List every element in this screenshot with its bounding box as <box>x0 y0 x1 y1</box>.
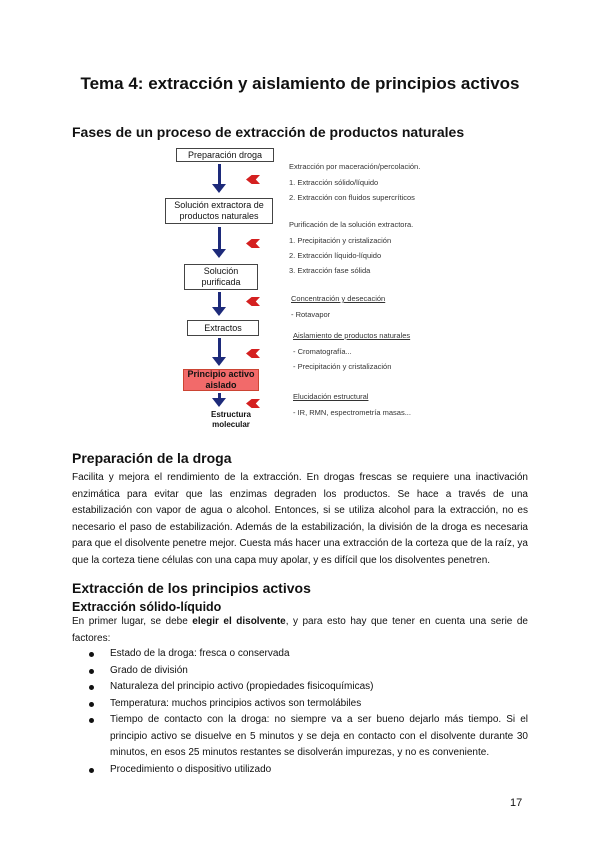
red-flag-icon <box>246 399 260 408</box>
diagram-note: Concentración y desecación <box>291 294 386 303</box>
diagram-note: 2. Extracción líquido-líquido <box>289 251 382 260</box>
diagram-note: 1. Precipitación y cristalización <box>289 236 392 245</box>
list-item <box>72 679 528 696</box>
list-item-text: Tiempo de contacto con la droga: no siempre va a ser bueno dejarlo más tiempo. Si el principio activo se disuelve en 5 minutos y se deja en contacto con el disolvente durante 30 minutos, en esos 25 minutos restantes se disolverán impurezas, y no es conveniente. <box>110 714 528 758</box>
diagram-note: - Precipitación y cristalización <box>293 362 392 371</box>
paragraph-intro <box>72 614 528 647</box>
diagram-note: - Rotavapor <box>291 310 331 319</box>
diagram-box-active-principle: Principio activo aislado <box>183 369 259 391</box>
bullet-icon <box>89 718 94 723</box>
red-flag-icon <box>246 349 260 358</box>
diagram-box-solution: Solución extractora de productos naturales <box>165 198 273 224</box>
diagram-note: Elucidación estructural <box>293 392 369 401</box>
list-item <box>72 646 528 663</box>
diagram-box-extracts: Extractos <box>187 320 259 336</box>
list-item-text: Temperatura: muchos principios activos son termolábiles <box>110 697 362 709</box>
page-title: Tema 4: extracción y aislamiento de principios activos <box>80 74 520 93</box>
red-flag-icon <box>246 239 260 248</box>
factors-list <box>72 646 528 778</box>
diagram-note: 1. Extracción sólido/líquido <box>289 178 379 187</box>
diagram-note: Aislamiento de productos naturales <box>293 331 411 340</box>
red-flag-icon <box>246 297 260 306</box>
bullet-icon <box>89 702 94 707</box>
section-heading-extraction: Extracción de los principios activos <box>72 580 311 596</box>
paragraph-preparation: Facilita y mejora el rendimiento de la extracción. En drogas frescas se requiere una inactivación enzimática para evitar que las enzimas degraden los productos. Se hace a través de una estabilización con vapor de agua o alcohol. Entonces, si se utiliza alcohol para la extracción, no es necesario el paso de estabilización. Además de la estabilización, la división de la droga es necesaria para que el disolvente penetre mejor. Cuesta más hacer una extracción de la corteza que de la raíz, ya que la corteza tiene células con una capa muy apolar, y es difícil que los disolventes penetren. <box>72 472 528 566</box>
page-number: 17 <box>510 797 523 809</box>
subsection-heading-solid-liquid: Extracción sólido-líquido <box>72 600 222 614</box>
list-item <box>72 696 528 713</box>
list-item <box>72 663 528 680</box>
list-item-text: Grado de división <box>110 664 188 676</box>
bullet-icon <box>89 652 94 657</box>
diagram-note: - IR, RMN, espectrometría masas... <box>293 408 411 417</box>
structure-label: Estructura molecular <box>210 410 251 429</box>
bullet-icon <box>89 685 94 690</box>
list-item-text: Procedimiento o dispositivo utilizado <box>110 763 272 775</box>
intro-bold-text: elegir el disolvente <box>192 616 286 627</box>
section-heading-preparation: Preparación de la droga <box>72 450 232 466</box>
diagram-box-preparation: Preparación droga <box>176 148 274 162</box>
bullet-icon <box>89 768 94 773</box>
section-heading-phases: Fases de un proceso de extracción de productos naturales <box>72 124 465 140</box>
diagram-note: - Cromatografía... <box>293 347 352 356</box>
list-item-text: Estado de la droga: fresca o conservada <box>110 648 290 659</box>
red-flag-icon <box>246 175 260 184</box>
intro-text: En primer lugar, se debe <box>72 616 193 627</box>
diagram-note: Extracción por maceración/percolación. <box>289 162 421 171</box>
diagram-box-purified: Solución purificada <box>184 264 258 290</box>
list-item-text: Naturaleza del principio activo (propiedades fisicoquímicas) <box>110 681 374 692</box>
diagram-note: 2. Extracción con fluidos supercríticos <box>289 193 415 202</box>
list-item <box>72 712 528 762</box>
bullet-icon <box>89 669 94 674</box>
diagram-note: 3. Extracción fase sólida <box>289 266 371 275</box>
diagram-note: Purificación de la solución extractora. <box>289 220 414 229</box>
intro-text: , y para esto hay que tener en cuenta una serie de factores: <box>72 616 528 644</box>
list-item <box>72 762 528 779</box>
